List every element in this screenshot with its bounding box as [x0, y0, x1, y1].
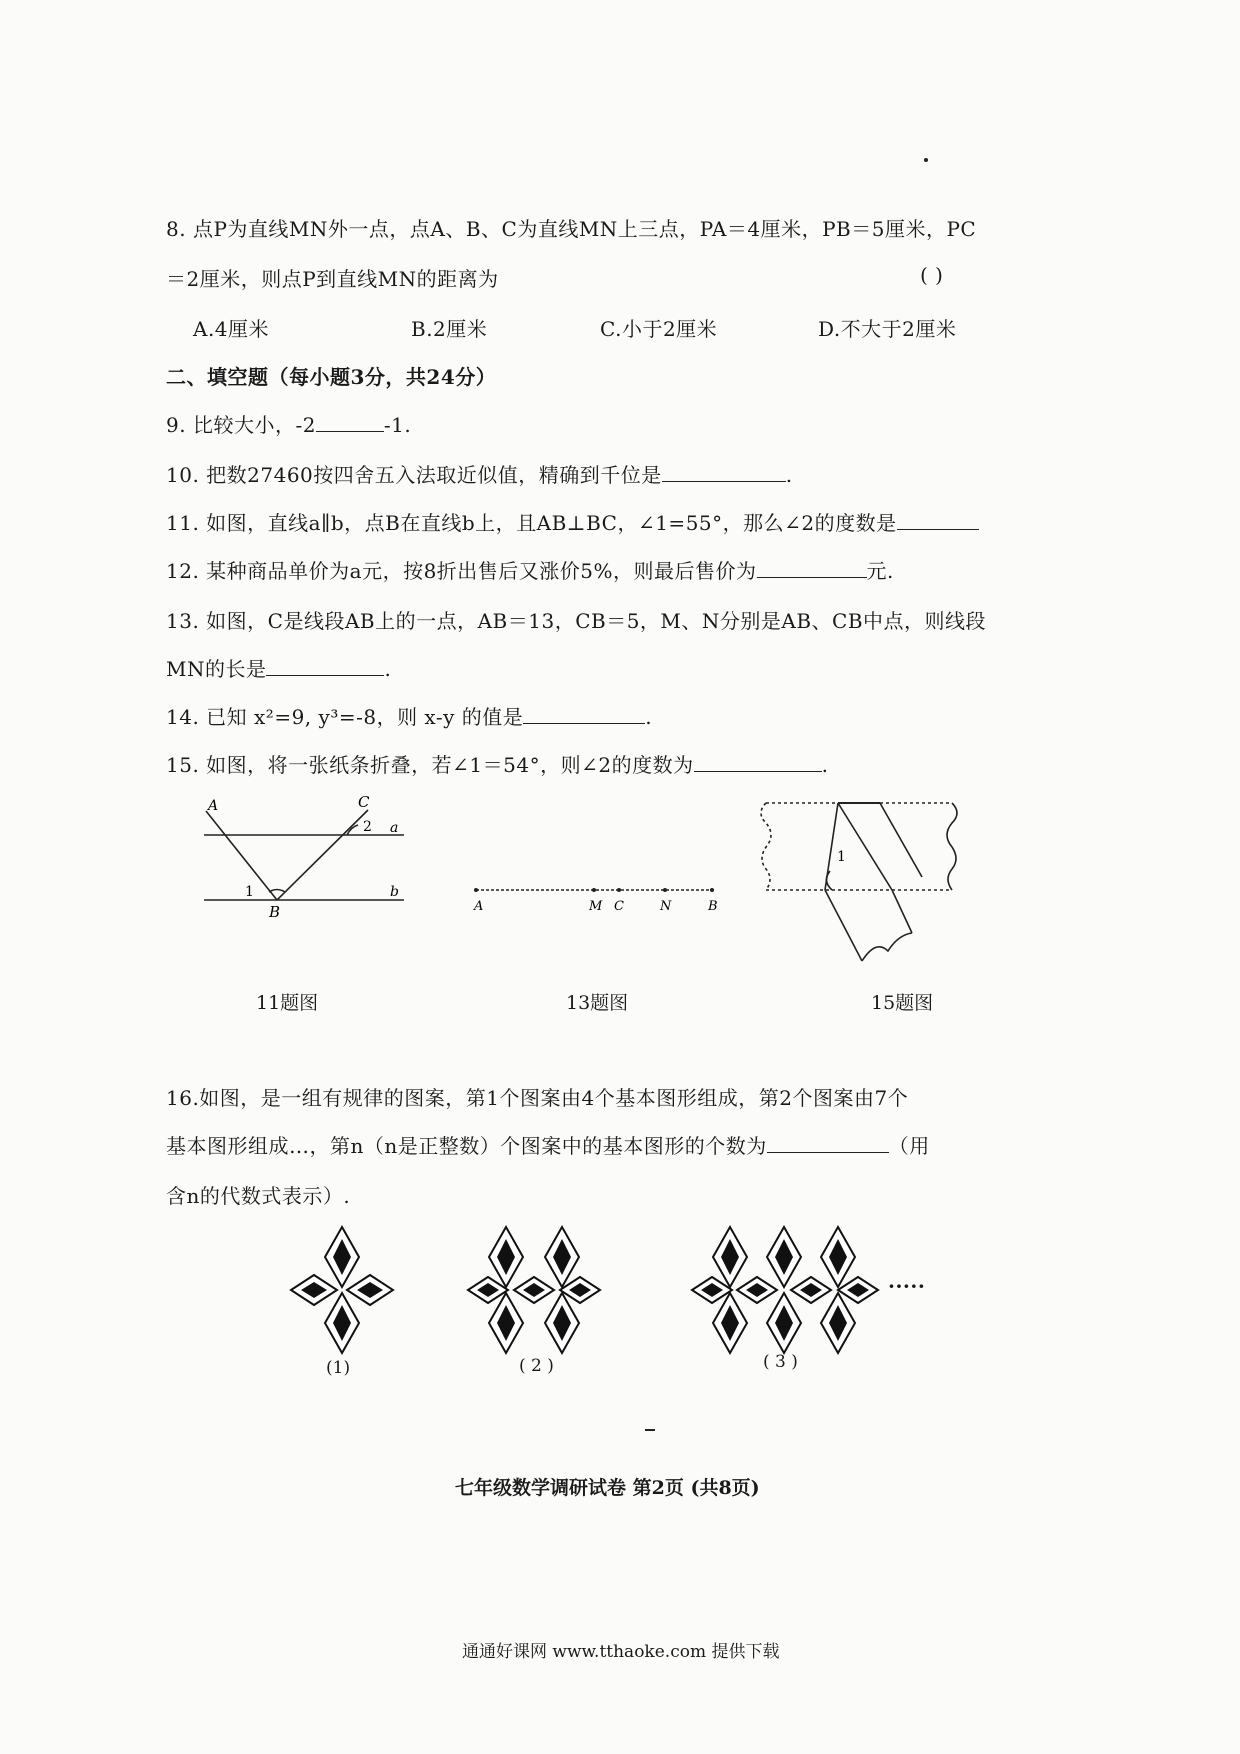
question-14	[166, 701, 652, 730]
question-11-text: 11. 如图，直线a∥b，点B在直线b上，且AB⊥BC，∠1=55°，那么∠2的度数是	[166, 511, 897, 535]
question-12	[166, 555, 894, 584]
question-13-line-2	[166, 653, 391, 682]
label-A: A	[474, 899, 484, 914]
question-12-text-end: 元.	[866, 559, 894, 583]
question-8-option-a: A.4厘米	[193, 317, 270, 341]
label-a: a	[390, 820, 399, 836]
label-M: M	[589, 899, 603, 914]
figure-11-caption: 11题图	[256, 992, 319, 1014]
question-16-line-1: 16.如图，是一组有规律的图案，第1个图案由4个基本图形组成，第2个图案由7个	[166, 1086, 909, 1110]
label-A: A	[208, 798, 219, 814]
answer-blank	[694, 753, 822, 772]
page-footer: 七年级数学调研试卷 第2页 (共8页)	[455, 1477, 760, 1499]
figure-11	[198, 795, 418, 935]
question-8-line-1: 8. 点P为直线MN外一点，点A、B、C为直线MN上三点，PA＝4厘米，PB＝5厘米，PC	[166, 217, 977, 241]
question-8-answer-paren: ( )	[920, 263, 944, 287]
answer-blank	[767, 1134, 889, 1153]
right-angle-mark	[269, 890, 285, 893]
label-C: C	[614, 899, 624, 914]
scan-speck	[924, 158, 928, 162]
download-source: 通通好课网 www.tthaoke.com 提供下载	[462, 1642, 780, 1662]
pattern-3	[690, 1225, 880, 1355]
pattern-label-3: ( 3 )	[763, 1352, 798, 1372]
figure-13	[466, 880, 726, 930]
strip-right-end	[947, 803, 957, 890]
point-A	[474, 888, 478, 892]
folded-edge-1	[838, 803, 892, 890]
label-C: C	[358, 795, 370, 811]
question-15-text-end: .	[821, 753, 829, 777]
question-9	[166, 409, 411, 438]
pattern-label-2: ( 2 )	[519, 1356, 554, 1376]
answer-blank	[266, 657, 384, 676]
label-B: B	[708, 899, 718, 914]
label-angle-2: 2	[363, 819, 372, 835]
question-16-line-2	[166, 1130, 930, 1159]
question-12-text: 12. 某种商品单价为a元，按8折出售后又涨价5%，则最后售价为	[166, 559, 757, 583]
label-b: b	[390, 884, 399, 900]
question-10-text-end: .	[785, 463, 793, 487]
point-N	[663, 888, 667, 892]
question-15	[166, 749, 828, 778]
flap-end	[862, 933, 912, 961]
segment-bc	[277, 810, 368, 900]
answer-blank	[662, 463, 786, 482]
answer-blank	[523, 705, 645, 724]
folded-edge-2	[880, 803, 922, 877]
question-14-text: 14. 已知 x²=9, y³=-8，则 x-y 的值是	[166, 705, 524, 729]
strip-left-end	[761, 803, 771, 890]
question-13-line-1: 13. 如图，C是线段AB上的一点，AB＝13，CB＝5，M、N分别是AB、CB中点，则线段	[166, 609, 987, 633]
label-N: N	[660, 899, 672, 914]
label-angle-1: 1	[245, 884, 254, 900]
pattern-label-1: (1)	[326, 1358, 351, 1378]
flap-left	[825, 890, 862, 961]
point-M	[592, 888, 596, 892]
label-angle-1: 1	[837, 849, 846, 865]
question-9-text: 9. 比较大小，-2	[166, 413, 316, 437]
scan-speck	[645, 1429, 655, 1431]
answer-blank	[897, 511, 979, 530]
question-9-text-end: -1.	[383, 413, 412, 437]
angle-1-arc	[826, 871, 832, 890]
label-B: B	[269, 903, 281, 921]
question-15-text: 15. 如图，将一张纸条折叠，若∠1＝54°，则∠2的度数为	[166, 753, 694, 777]
question-8-line-2: ＝2厘米，则点P到直线MN的距离为	[166, 267, 499, 291]
question-8-option-b: B.2厘米	[411, 317, 488, 341]
question-16-text-end: （用	[888, 1134, 930, 1158]
figure-13-caption: 13题图	[566, 992, 629, 1014]
pattern-1	[287, 1225, 397, 1355]
figure-15	[752, 793, 972, 973]
answer-blank	[316, 413, 384, 432]
question-16-text: 基本图形组成…，第n（n是正整数）个图案中的基本图形的个数为	[166, 1134, 767, 1158]
question-14-text-end: .	[645, 705, 653, 729]
question-16-line-3: 含n的代数式表示）.	[166, 1184, 351, 1208]
flap-right	[892, 890, 912, 933]
question-13-text-end: .	[384, 657, 392, 681]
pattern-ellipsis: ·····	[888, 1274, 926, 1298]
point-C	[617, 888, 621, 892]
point-B	[710, 888, 714, 892]
question-8-option-d: D.不大于2厘米	[818, 317, 957, 341]
section-heading: 二、填空题（每小题3分，共24分）	[166, 365, 497, 389]
question-8-option-c: C.小于2厘米	[600, 317, 718, 341]
question-13-text: MN的长是	[166, 657, 267, 681]
segment-ab	[206, 811, 277, 900]
question-11	[166, 507, 979, 536]
figure-15-caption: 15题图	[871, 992, 934, 1014]
question-10	[166, 459, 793, 488]
question-10-text: 10. 把数27460按四舍五入法取近似值，精确到千位是	[166, 463, 662, 487]
pattern-2	[466, 1225, 606, 1355]
answer-blank	[757, 559, 867, 578]
